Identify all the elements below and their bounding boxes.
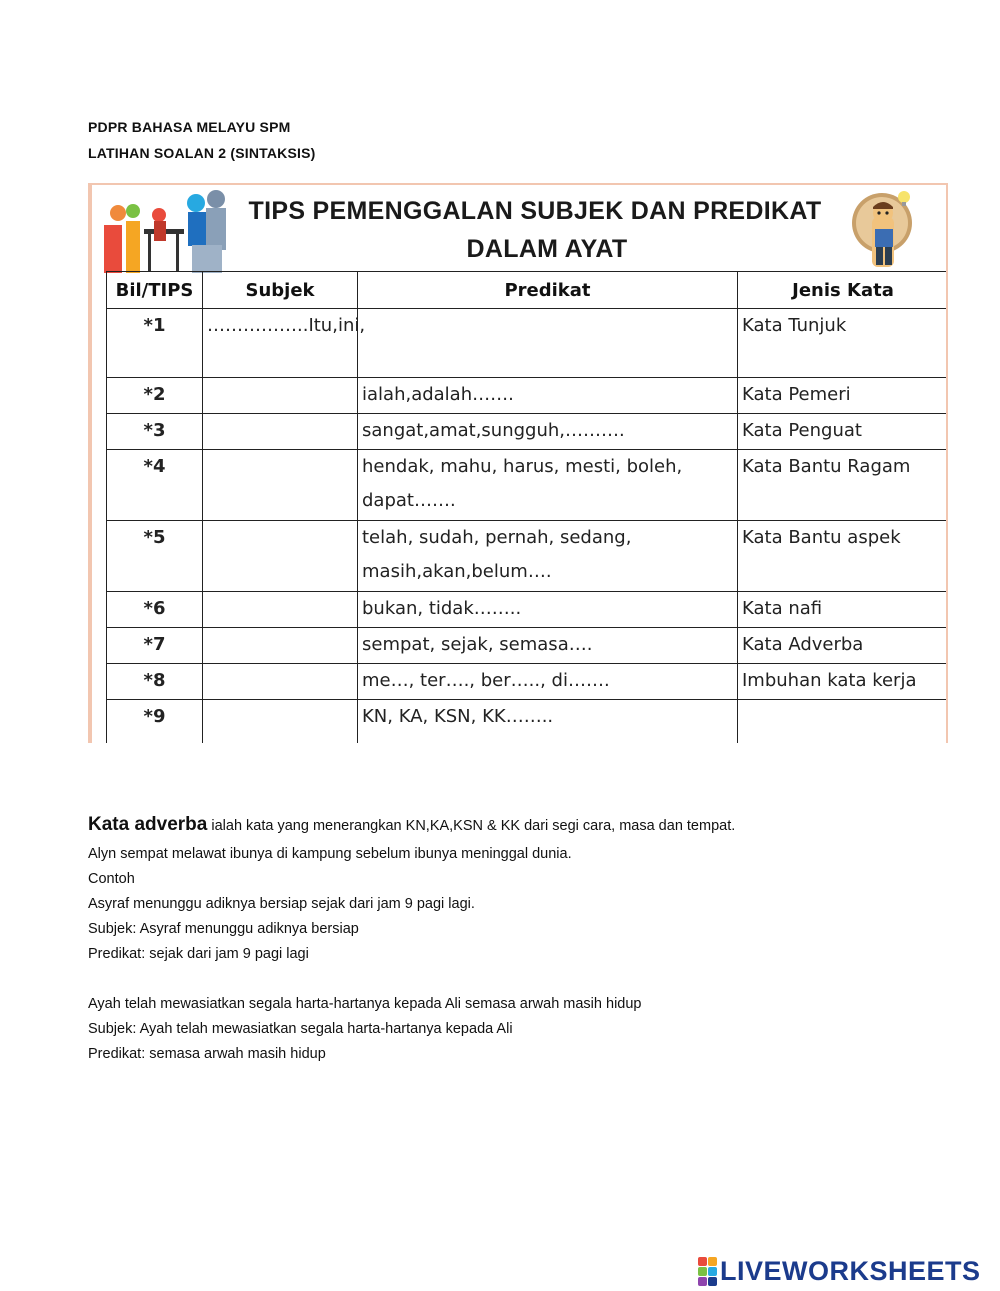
predikat-cell bbox=[358, 309, 738, 378]
kata-adverba-description: ialah kata yang menerangkan KN,KA,KSN & KK dari segi cara, masa dan tempat. bbox=[207, 818, 736, 834]
liveworksheets-logo-text: LIVEWORKSHEETS bbox=[720, 1255, 981, 1286]
header-line-2: LATIHAN SOALAN 2 (SINTAKSIS) bbox=[88, 145, 316, 161]
tip-number: *4 bbox=[107, 450, 203, 521]
logo-block bbox=[698, 1257, 707, 1266]
predikat-cell: telah, sudah, pernah, sedang, masih,akan,belum…. bbox=[358, 521, 738, 592]
jenis-kata-cell: Kata Penguat bbox=[738, 414, 949, 450]
predikat-cell: KN, KA, KSN, KK…….. bbox=[358, 700, 738, 744]
subjek-cell bbox=[203, 700, 358, 744]
example-sentence-1: Alyn sempat melawat ibunya di kampung sebelum ibunya meninggal dunia. bbox=[88, 846, 572, 862]
table-row bbox=[107, 521, 949, 592]
tip-number: *7 bbox=[107, 628, 203, 664]
predikat-line-1: Predikat: sejak dari jam 9 pagi lagi bbox=[88, 946, 309, 962]
predikat-cell: sempat, sejak, semasa…. bbox=[358, 628, 738, 664]
example-sentence-3: Ayah telah mewasiatkan segala harta-hartanya kepada Ali semasa arwah masih hidup bbox=[88, 996, 642, 1012]
logo-block bbox=[698, 1267, 707, 1276]
subjek-cell bbox=[203, 378, 358, 414]
tip-number: *8 bbox=[107, 664, 203, 700]
table-row bbox=[107, 309, 949, 378]
column-header-bil: Bil/TIPS bbox=[107, 272, 203, 309]
tip-number: *6 bbox=[107, 592, 203, 628]
column-header-predikat: Predikat bbox=[358, 272, 738, 309]
example-sentence-2: Asyraf menunggu adiknya bersiap sejak dari jam 9 pagi lagi. bbox=[88, 896, 475, 912]
tips-title-line-2: DALAM AYAT bbox=[466, 235, 628, 263]
jenis-kata-cell: Kata Tunjuk bbox=[738, 309, 949, 378]
jenis-kata-cell: Kata Adverba bbox=[738, 628, 949, 664]
table-row bbox=[107, 664, 949, 700]
jenis-kata-cell: Kata Bantu aspek bbox=[738, 521, 949, 592]
jenis-kata-cell: Kata nafi bbox=[738, 592, 949, 628]
header-line-1: PDPR BAHASA MELAYU SPM bbox=[88, 119, 291, 135]
jenis-kata-cell bbox=[738, 700, 949, 744]
kata-adverba-heading: Kata adverba bbox=[88, 814, 208, 835]
tip-number: *2 bbox=[107, 378, 203, 414]
predikat-cell: hendak, mahu, harus, mesti, boleh, dapat……. bbox=[358, 450, 738, 521]
table-row bbox=[107, 628, 949, 664]
table-row bbox=[107, 592, 949, 628]
predikat-cell: me…, ter…., ber….., di……. bbox=[358, 664, 738, 700]
logo-block bbox=[708, 1257, 717, 1266]
column-header-subjek: Subjek bbox=[203, 272, 358, 309]
liveworksheets-logo[interactable] bbox=[698, 1256, 981, 1286]
thinking-boy-icon bbox=[852, 187, 922, 273]
jenis-kata-cell: Kata Bantu Ragam bbox=[738, 450, 949, 521]
tips-title-line-1: TIPS PEMENGGALAN SUBJEK DAN PREDIKAT bbox=[248, 197, 822, 225]
tip-number: *9 bbox=[107, 700, 203, 744]
tips-table bbox=[106, 271, 948, 743]
subjek-cell bbox=[203, 592, 358, 628]
jenis-kata-cell: Kata Pemeri bbox=[738, 378, 949, 414]
column-header-jenis-kata: Jenis Kata bbox=[738, 272, 949, 309]
subjek-cell bbox=[203, 414, 358, 450]
subjek-line-2: Subjek: Ayah telah mewasiatkan segala harta-hartanya kepada Ali bbox=[88, 1021, 513, 1037]
jenis-kata-cell: Imbuhan kata kerja bbox=[738, 664, 949, 700]
subjek-cell bbox=[203, 450, 358, 521]
table-row bbox=[107, 414, 949, 450]
subjek-cell bbox=[203, 521, 358, 592]
logo-block bbox=[708, 1267, 717, 1276]
kata-adverba-definition bbox=[88, 814, 735, 836]
tip-number: *3 bbox=[107, 414, 203, 450]
tip-number: *5 bbox=[107, 521, 203, 592]
contoh-label: Contoh bbox=[88, 871, 135, 887]
table-row bbox=[107, 378, 949, 414]
table-row bbox=[107, 700, 949, 744]
tip-number: *1 bbox=[107, 309, 203, 378]
logo-block bbox=[708, 1277, 717, 1286]
subjek-line-1: Subjek: Asyraf menunggu adiknya bersiap bbox=[88, 921, 359, 937]
predikat-cell: ialah,adalah……. bbox=[358, 378, 738, 414]
liveworksheets-logo-icon bbox=[698, 1257, 717, 1286]
logo-block bbox=[698, 1277, 707, 1286]
subjek-cell: ……………..Itu,ini, bbox=[203, 309, 358, 378]
predikat-cell: sangat,amat,sungguh,………. bbox=[358, 414, 738, 450]
tips-panel bbox=[88, 183, 948, 743]
table-row bbox=[107, 450, 949, 521]
subjek-cell bbox=[203, 664, 358, 700]
predikat-cell: bukan, tidak…….. bbox=[358, 592, 738, 628]
subjek-cell bbox=[203, 628, 358, 664]
predikat-line-2: Predikat: semasa arwah masih hidup bbox=[88, 1046, 326, 1062]
